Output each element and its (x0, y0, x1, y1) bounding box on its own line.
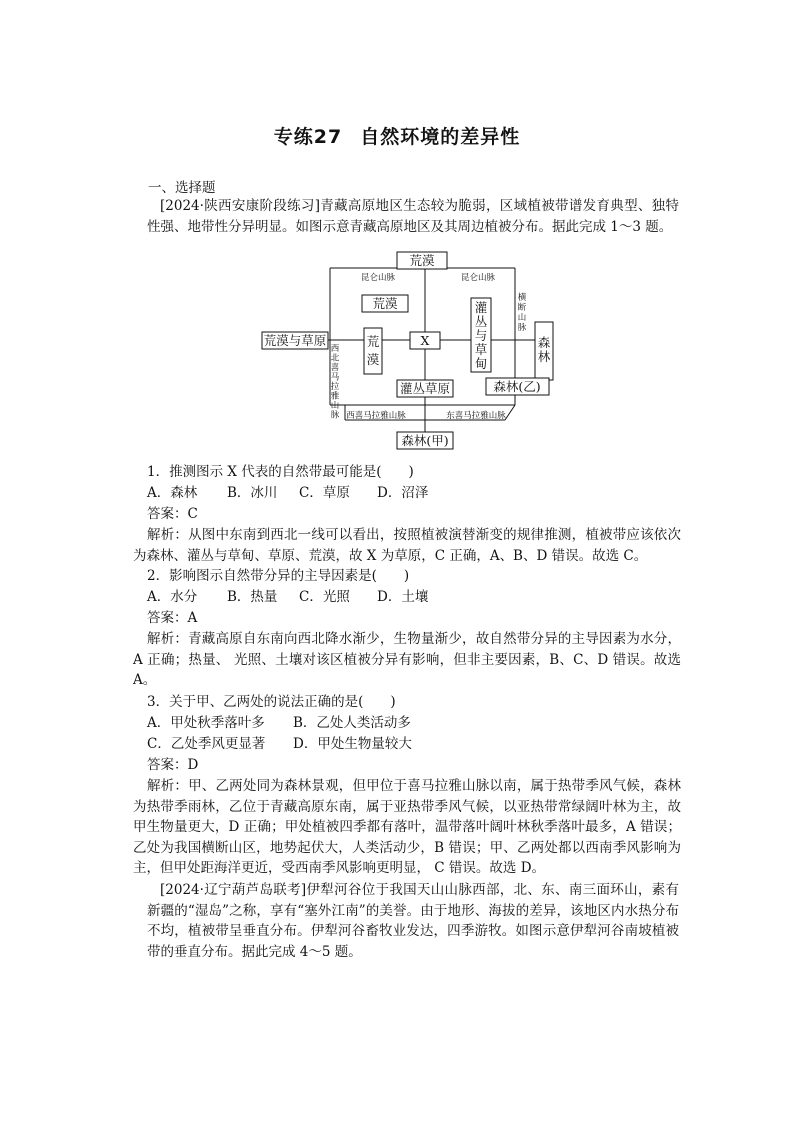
label-west-himalaya: 西喜马拉雅山脉 (346, 411, 406, 421)
west_himalaya_v-char: 拉 (330, 382, 340, 392)
label-hengduan (518, 292, 527, 333)
label-shrub-grassland: 灌丛草原 (399, 381, 451, 396)
west_himalaya_v-char: 脉 (330, 410, 340, 421)
q1-option-b[interactable]: B．冰川 (227, 485, 278, 501)
label-inner-desert: 荒漠 (372, 296, 398, 311)
q3-options-row2 (147, 734, 412, 754)
q3-option-c[interactable]: C．乙处季风更显著 (147, 736, 266, 752)
q3-explanation: 解析：甲、乙两处同为森林景观，但甲位于喜马拉雅山脉以南，属于热带季风气候，森林为热带季雨林，乙位于青藏高原东南，属于亚热带季风气候，以亚热带常绿阔叶林为主，故甲生物量更大，D 正确；甲处植被四季都有落叶，温带落叶阔叶林秋季落叶最多，A 错误；乙处为我国横断山区，地势起伏大，人类活动少，B 错误；甲、乙两处都以西南季风影响为主，但甲处距海洋更近，受西南季风影响更明显， C 错误。故选 D。 (133, 778, 681, 877)
label-forest-right (538, 335, 551, 364)
label-northwest-himalaya (331, 344, 340, 421)
intro-paragraph-1: [2024·陕西安康阶段练习]青藏高原地区生态较为脆弱，区域植被带谱发育典型、独特性强、地带性分异明显。如图示意青藏高原地区及其周边植被分布。据此完成 1～3 题。 (147, 198, 679, 235)
west_himalaya_v-char: 西 (330, 344, 340, 354)
west_himalaya_v-char: 雅 (330, 391, 340, 402)
hengduan-char: 断 (517, 303, 527, 313)
q1-explanation: 解析：从图中东南到西北一线可以看出，按照植被演替渐变的规律推测，植被带应该依次为森林、灌丛与草甸、草原、荒漠，故 X 为草原，C 正确，A、B、D 错误。故选 C。 (133, 527, 681, 564)
q2-stem: 2．影响图示自然带分异的主导因素是( ) (147, 568, 410, 584)
label-kunlun-right: 昆仑山脉 (460, 273, 496, 283)
q3-options-row1 (147, 713, 411, 733)
title-name: 自然环境的差异性 (360, 126, 521, 148)
q1-answer: 答案：C (147, 506, 198, 522)
west_himalaya_v-char: 喜 (330, 363, 340, 373)
shrub_meadow-char: 灌 (474, 300, 488, 315)
label-forest-jia: 森林(甲) (401, 433, 449, 448)
q1-stem: 1．推测图示 X 代表的自然带最可能是( ) (147, 464, 414, 480)
q3-option-a[interactable]: A．甲处秋季落叶多 (147, 715, 265, 731)
q1-option-d[interactable]: D．沼泽 (377, 485, 429, 501)
shrub_meadow-char: 丛 (474, 314, 488, 329)
west_himalaya_v-char: 北 (330, 353, 340, 364)
label-east-himalaya: 东喜马拉雅山脉 (446, 411, 506, 421)
desert_v-char: 荒 (366, 334, 380, 349)
desert_v-char: 漠 (366, 352, 380, 367)
q3-stem: 3．关于甲、乙两处的说法正确的是( ) (147, 694, 396, 710)
page-title (0, 122, 794, 149)
q1-option-a[interactable]: A．森林 (147, 485, 198, 501)
forest_right-char: 林 (537, 349, 551, 364)
shrub_meadow-char: 草 (474, 342, 488, 357)
forest_right-char: 森 (537, 335, 551, 350)
q3-answer: 答案：D (147, 757, 199, 773)
west_himalaya_v-char: 山 (330, 401, 340, 411)
hengduan-char: 横 (517, 293, 527, 303)
title-number: 专练27 (273, 126, 343, 148)
hengduan-char: 山 (517, 313, 527, 323)
q2-option-d[interactable]: D．土壤 (377, 589, 429, 605)
q2-option-b[interactable]: B．热量 (227, 589, 278, 605)
intro-paragraph-2: [2024·辽宁葫芦岛联考]伊犁河谷位于我国天山山脉西部，北、东、南三面环山，素有新疆的“湿岛”之称，享有“塞外江南”的美誉。由于地形、海拔的差异，该地区内水热分布不均，植被带呈垂直分布。伊犁河谷畜牧业发达，四季游牧。如图示意伊犁河谷南坡植被带的垂直分布。据此完成 4～5 题。 (147, 882, 679, 960)
q1-options (147, 483, 428, 503)
q2-option-a[interactable]: A．水分 (147, 589, 198, 605)
label-desert-grassland: 荒漠与草原 (263, 333, 327, 348)
section-heading: 一、选择题 (148, 180, 216, 196)
q2-answer: 答案：A (147, 610, 198, 626)
q2-options (147, 587, 428, 607)
shrub_meadow-char: 与 (474, 328, 488, 343)
west_himalaya_v-char: 马 (330, 372, 340, 383)
hengduan-char: 脉 (517, 323, 527, 333)
label-shrub-meadow (475, 300, 488, 371)
label-forest-yi: 森林(乙) (493, 379, 541, 394)
q3-option-d[interactable]: D．甲处生物量较大 (293, 736, 412, 752)
label-kunlun-left: 昆仑山脉 (360, 273, 396, 283)
q1-option-c[interactable]: C．草原 (299, 485, 350, 501)
label-x: X (420, 333, 430, 348)
shrub_meadow-char: 甸 (474, 356, 488, 371)
label-top-desert: 荒漠 (409, 253, 435, 268)
q2-option-c[interactable]: C．光照 (299, 589, 350, 605)
q3-option-b[interactable]: B．乙处人类活动多 (293, 715, 411, 731)
vegetation-diagram (0, 250, 794, 450)
q2-explanation: 解析：青藏高原自东南向西北降水渐少，生物量渐少，故自然带分异的主导因素为水分，A 正确；热量、 光照、土壤对该区植被分异有影响，但非主要因素，B、C、D 错误。故选 A。 (133, 631, 681, 689)
